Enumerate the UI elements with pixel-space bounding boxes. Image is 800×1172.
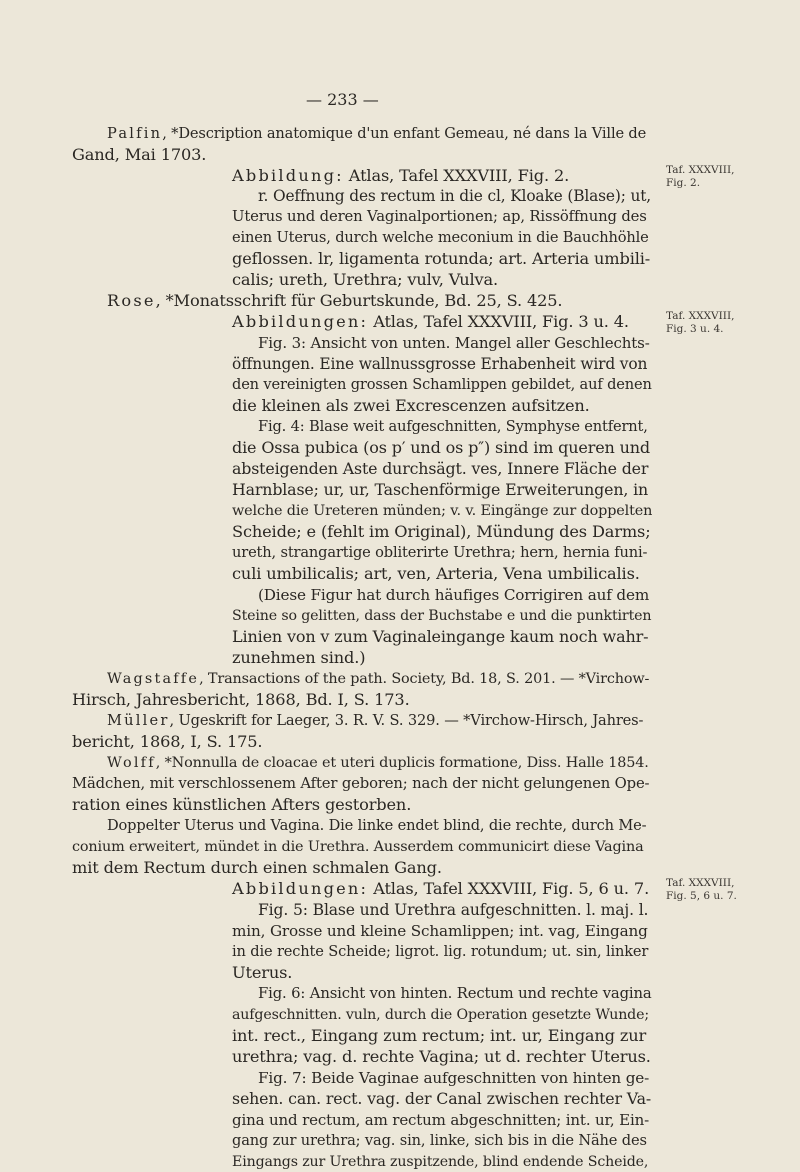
figure-caption-line: welche die Ureteren münden; v. v. Eingänge zur doppelten (232, 503, 653, 519)
citation-palfin-line-1: Palfin, *Description anatomique d'un enfant Gemeau, né dans la Ville de (107, 125, 647, 142)
figure-caption-line: geflossen. lr, ligamenta rotunda; art. Arteria umbili- (232, 249, 651, 268)
figure-caption-line: Uterus und deren Vaginalportionen; ap, Rissöffnung des (232, 208, 647, 225)
author-name: Wagstaffe (107, 671, 200, 687)
figure-caption-line: absteigenden Aste durchsägt. ves, Innere Fläche der (232, 459, 649, 478)
figure-heading: Abbildung: Atlas, Tafel XXXVIII, Fig. 2. (232, 166, 570, 185)
margin-note: Taf. XXXVIII, (666, 877, 735, 889)
author-name: Palfin (107, 125, 163, 142)
figure-caption-line: gang zur urethra; vag. sin, linke, sich bis in die Nähe des (232, 1132, 647, 1149)
figure-caption-line: min, Grosse und kleine Schamlippen; int. vag, Eingang (232, 922, 648, 940)
figure-caption-line: Eingangs zur Urethra zuspitzende, blind endende Scheide, (232, 1154, 649, 1170)
margin-note: Taf. XXXVIII, (666, 164, 735, 176)
citation-mueller-line-1: Müller, Ugeskrift for Laeger, 3. R. V. S. 329. — *Virchow-Hirsch, Jahres- (107, 712, 644, 729)
figure-caption-line: r. Oeffnung des rectum in die cl, Kloake (Blase); ut, (258, 187, 652, 205)
margin-note: Fig. 5, 6 u. 7. (666, 890, 737, 902)
figure-caption-line: gina und rectum, am rectum abgeschnitten; int. ur, Ein- (232, 1111, 650, 1129)
citation-wagstaffe-line-1: Wagstaffe, Transactions of the path. Society, Bd. 18, S. 201. — *Virchow- (107, 671, 650, 687)
figure-caption-line: die Ossa pubica (os p′ und os p″) sind im queren und (232, 438, 651, 457)
figure-caption-line: ureth, strangartige obliterirte Urethra; hern, hernia funi- (232, 544, 648, 561)
figure-caption-line: zunehmen sind.) (232, 648, 366, 667)
figure-caption-line: int. rect., Eingang zum rectum; int. ur, Eingang zur (232, 1026, 647, 1045)
author-name: Wolff (107, 755, 156, 771)
margin-note: Fig. 2. (666, 177, 701, 189)
figure-caption-line: in die rechte Scheide; ligrot. lig. rotundum; ut. sin, linker (232, 943, 649, 960)
case-description-line: ration eines künstlichen Afters gestorben. (72, 795, 412, 814)
citation-palfin-line-2: Gand, Mai 1703. (72, 145, 207, 164)
figure-caption-line: urethra; vag. d. rechte Vagina; ut d. rechter Uterus. (232, 1047, 651, 1066)
page-number: — 233 — (306, 90, 379, 109)
figure-caption-line: Fig. 5: Blase und Urethra aufgeschnitten. l. maj. l. (258, 901, 649, 919)
figure-caption-line: sehen. can. rect. vag. der Canal zwischen rechter Va- (232, 1089, 652, 1108)
figure-caption-line: (Diese Figur hat durch häufiges Corrigiren auf dem (258, 586, 650, 604)
citation-rose: Rose, *Monatsschrift für Geburtskunde, Bd. 25, S. 425. (107, 291, 563, 310)
figure-caption-line: die kleinen als zwei Excrescenzen aufsitzen. (232, 396, 590, 415)
citation-mueller-line-2: bericht, 1868, I, S. 175. (72, 732, 263, 751)
figure-caption-line: aufgeschnitten. vuln, durch die Operation gesetzte Wunde; (232, 1007, 649, 1023)
author-name: Rose (107, 291, 156, 310)
figure-caption-line: Fig. 3: Ansicht von unten. Mangel aller Geschlechts- (258, 334, 650, 352)
margin-note: Taf. XXXVIII, (666, 310, 735, 322)
figure-caption-line: Fig. 7: Beide Vaginae aufgeschnitten von hinten ge- (258, 1069, 650, 1087)
figure-caption-line: Uterus. (232, 963, 293, 982)
case-description-line: Doppelter Uterus und Vagina. Die linke endet blind, die rechte, durch Me- (107, 817, 647, 834)
figure-heading: Abbildungen: Atlas, Tafel XXXVIII, Fig. 3 u. 4. (232, 312, 629, 331)
figure-caption-line: Harnblase; ur, ur, Taschenförmige Erweiterungen, in (232, 480, 649, 499)
margin-note: Fig. 3 u. 4. (666, 323, 724, 335)
figure-caption-line: Fig. 6: Ansicht von hinten. Rectum und rechte vagina (258, 985, 652, 1002)
figure-caption-line: Fig. 4: Blase weit aufgeschnitten, Symphyse entfernt, (258, 418, 648, 435)
case-description-line: conium erweitert, mündet in die Urethra. Ausserdem communicirt diese Vagina (72, 839, 644, 855)
figure-caption-line: culi umbilicalis; art, ven, Arteria, Vena umbilicalis. (232, 564, 640, 583)
figure-caption-line: calis; ureth, Urethra; vulv, Vulva. (232, 270, 499, 289)
case-description-line: Mädchen, mit verschlossenem After geboren; nach der nicht gelungenen Ope- (72, 775, 650, 792)
figure-heading: Abbildungen: Atlas, Tafel XXXVIII, Fig. 5, 6 u. 7. (232, 879, 650, 898)
citation-wolff-line-1: Wolff, *Nonnulla de cloacae et uteri duplicis formatione, Diss. Halle 1854. (107, 755, 649, 771)
figure-caption-line: öffnungen. Eine wallnussgrosse Erhabenheit wird von (232, 355, 648, 373)
figure-caption-line: den vereinigten grossen Schamlippen gebildet, auf denen (232, 376, 652, 393)
figure-caption-line: einen Uterus, durch welche meconium in die Bauchhöhle (232, 229, 649, 246)
author-name: Müller (107, 712, 170, 729)
case-description-line: mit dem Rectum durch einen schmalen Gang. (72, 858, 442, 877)
figure-caption-line: Steine so gelitten, dass der Buchstabe e und die punktirten (232, 608, 652, 624)
citation-wagstaffe-line-2: Hirsch, Jahresbericht, 1868, Bd. I, S. 173. (72, 690, 410, 709)
figure-caption-line: Linien von v zum Vaginaleingange kaum noch wahr- (232, 627, 649, 646)
figure-caption-line: Scheide; e (fehlt im Original), Mündung des Darms; (232, 522, 651, 541)
